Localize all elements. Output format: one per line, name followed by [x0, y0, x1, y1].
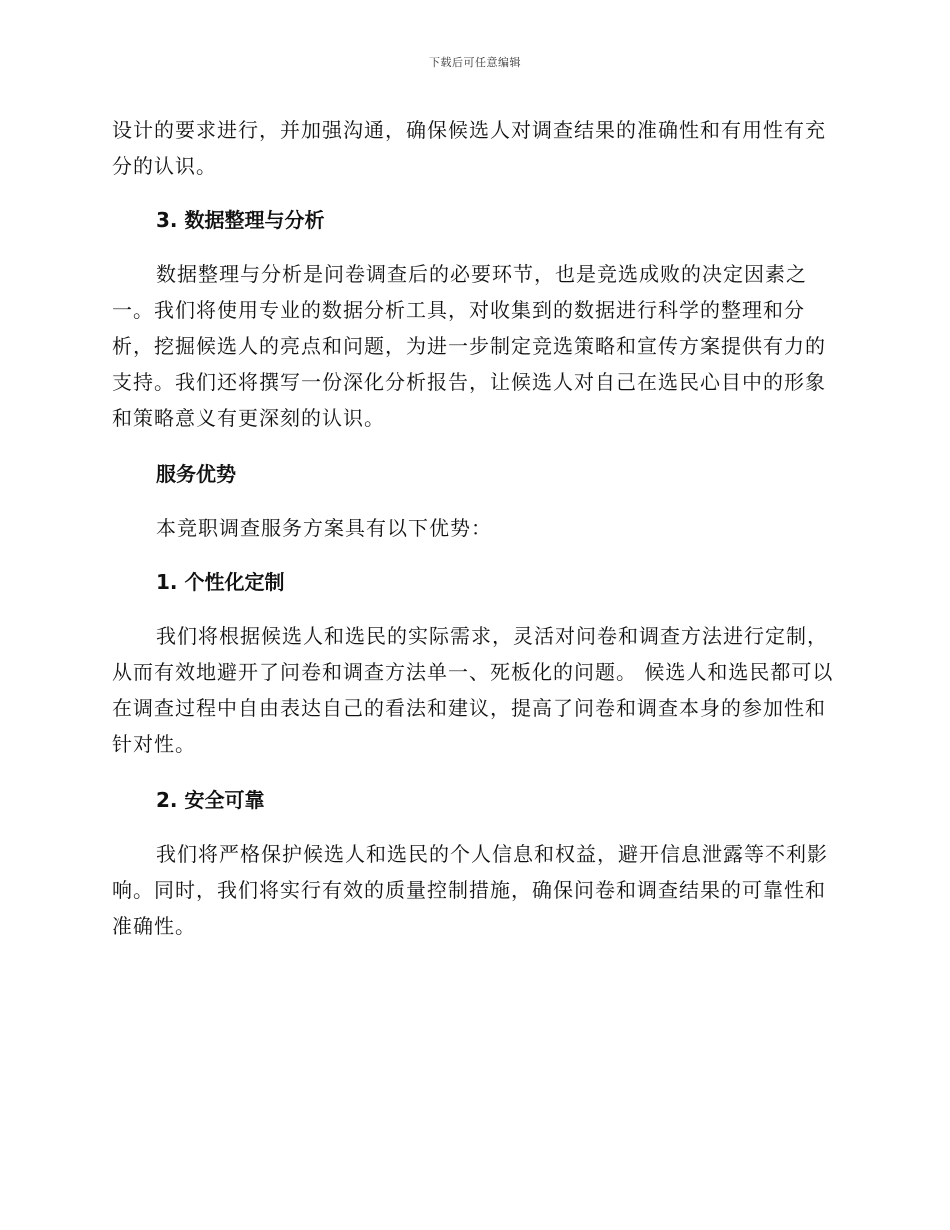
document-body [112, 112, 840, 944]
section-heading-data-analysis: 3. 数据整理与分析 [156, 208, 325, 232]
section-heading-service-advantages: 服务优势 [156, 462, 236, 486]
section-heading-security: 2. 安全可靠 [156, 788, 265, 812]
paragraph-advantages-intro: 本竞职调查服务方案具有以下优势： [156, 516, 492, 540]
paragraph-continued: 设计的要求进行，并加强沟通，确保候选人对调查结果的准确性和有用性有充分的认识。 [112, 118, 826, 178]
paragraph-data-analysis: 数据整理与分析是问卷调查后的必要环节，也是竞选成败的决定因素之一。我们将使用专业的数据分析工具，对收集到的数据进行科学的整理和分析，挖掘候选人的亮点和问题，为进一步制定竞选策略和宣传方案提供有力的支持。我们还将撰写一份深化分析报告，让候选人对自己在选民心目中的形象和策略意义有更深刻的认识。 [112, 262, 826, 430]
page-header-note: 下载后可任意编辑 [429, 56, 521, 69]
section-heading-customization: 1. 个性化定制 [156, 570, 285, 594]
paragraph-security: 我们将严格保护候选人和选民的个人信息和权益，避开信息泄露等不利影响。同时，我们将实行有效的质量控制措施，确保问卷和调查结果的可靠性和准确性。 [112, 842, 828, 938]
paragraph-customization: 我们将根据候选人和选民的实际需求，灵活对问卷和调查方法进行定制，从而有效地避开了问卷和调查方法单一、死板化的问题。 候选人和选民都可以在调查过程中自由表达自己的看法和建议，提高了问卷和调查本身的参加性和针对性。 [112, 624, 834, 756]
